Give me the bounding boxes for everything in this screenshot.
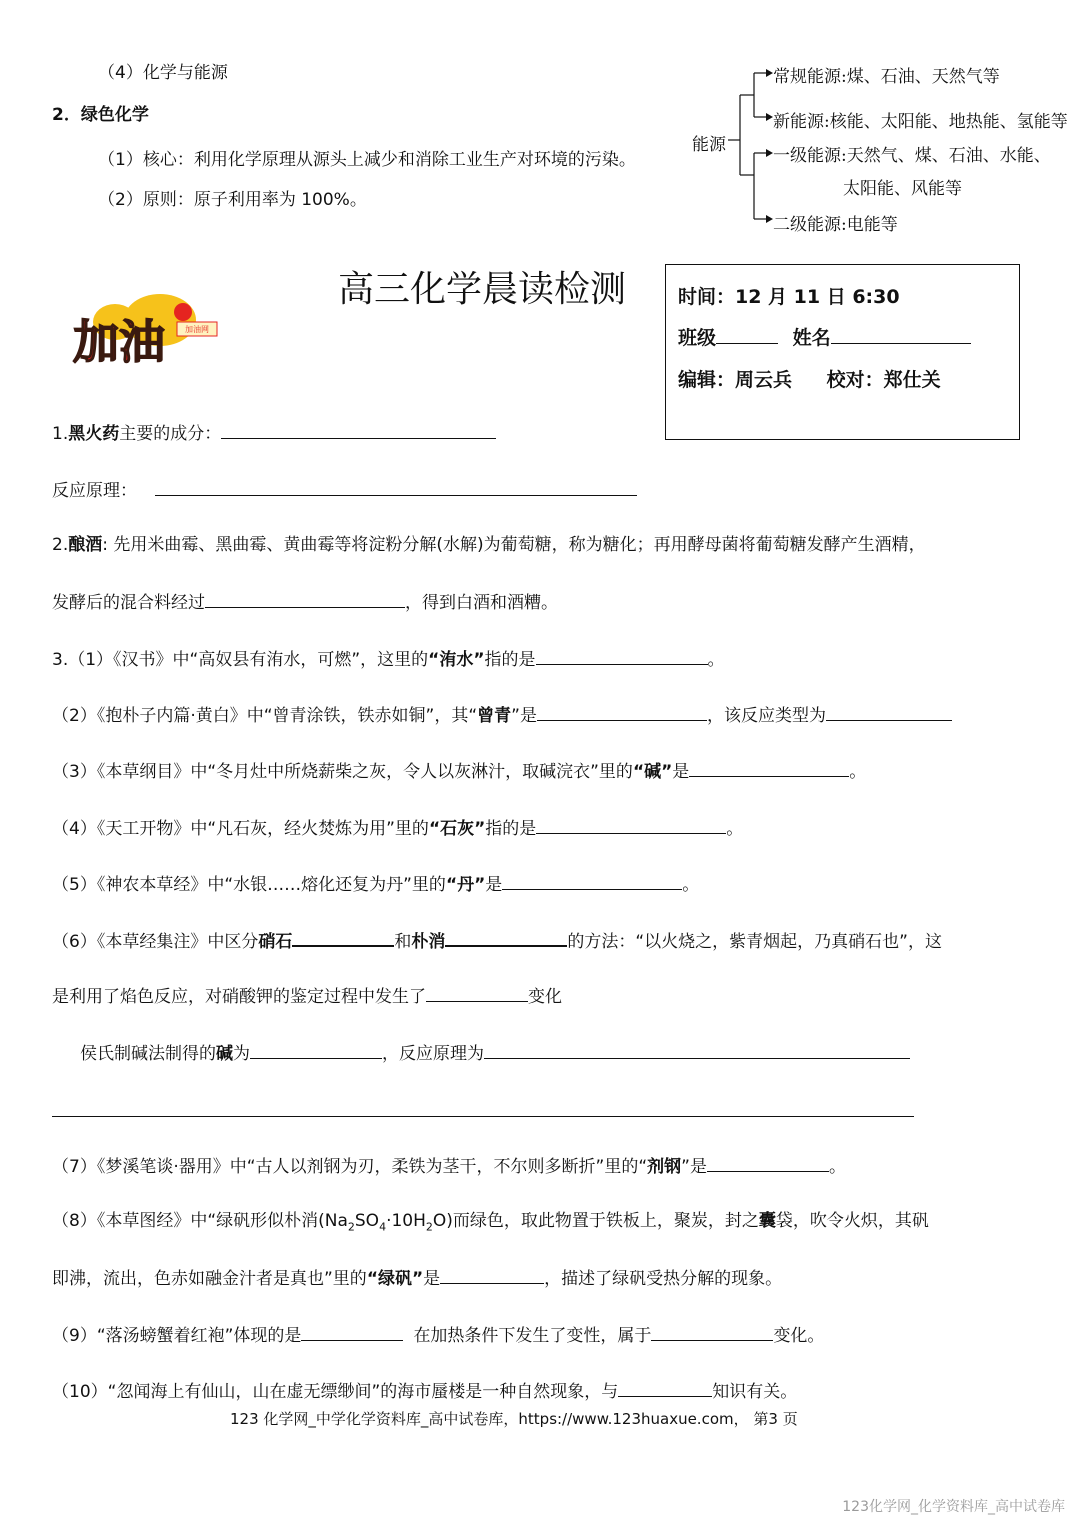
editor-row	[678, 365, 941, 392]
q3-3-blank[interactable]	[689, 760, 849, 777]
q1-blank[interactable]	[221, 422, 496, 439]
q3-9-blank-b[interactable]	[651, 1324, 773, 1341]
q1-principle-blank[interactable]	[155, 479, 637, 496]
q3-6-blank-b[interactable]	[445, 929, 567, 947]
green-chemistry-core: （1）核心：利用化学原理从源头上减少和消除工业生产对环境的污染。	[98, 150, 636, 170]
name-blank[interactable]	[831, 327, 971, 344]
name-label: 姓名	[792, 327, 831, 349]
q3-6-blank-a[interactable]	[292, 929, 394, 947]
energy-item-heading: （4）化学与能源	[98, 63, 228, 83]
proofreader-label: 校对：郑仕关	[826, 369, 941, 391]
q3-7-blank[interactable]	[707, 1155, 829, 1172]
jiayou-logo	[65, 292, 220, 370]
question-3-3: （3）《本草纲目》中“冬月灶中所烧薪柴之灰，令人以灰淋汁，取碱浣衣”里的“碱”是 。	[52, 762, 867, 782]
question-3-6-continued: 是利用了焰色反应，对硝酸钾的鉴定过程中发生了 变化	[52, 987, 562, 1007]
question-3-9: （9）“落汤螃蟹着红袍”体现的是 在加热条件下发生了变性，属于 变化。	[52, 1326, 825, 1346]
conventional-energy: 常规能源:煤、石油、天然气等	[773, 67, 1000, 87]
test-time: 时间：12 月 11 日 6:30	[678, 286, 900, 308]
green-chemistry-principle: （2）原则：原子利用率为 100%。	[98, 190, 367, 210]
q3-8-blank[interactable]	[440, 1267, 544, 1284]
class-blank[interactable]	[716, 327, 778, 344]
q3-4-blank[interactable]	[536, 817, 726, 834]
page-title: 高三化学晨读检测	[338, 269, 627, 310]
q3-5-blank[interactable]	[502, 873, 682, 890]
q2-blank[interactable]	[205, 591, 405, 608]
question-1-principle: 反应原理：	[52, 479, 637, 501]
question-2-continued: 发酵后的混合料经过 ，得到白酒和酒糟。	[52, 593, 558, 613]
question-2: 2.酿酒: 先用米曲霉、黑曲霉、黄曲霉等将淀粉分解(水解)为葡萄糖，称为糖化；再用酵母菌将葡萄糖发酵产生酒精，	[52, 535, 926, 555]
page-footer: 123 化学网_中学化学资料库_高中试卷库，https://www.123huaxue.com， 第3 页	[230, 1410, 798, 1428]
question-3-10: （10）“忽闻海上有仙山，山在虚无缥缈间”的海市蜃楼是一种自然现象，与 知识有关。	[52, 1382, 798, 1402]
q3-6-alkali-blank[interactable]	[250, 1042, 382, 1059]
question-3-6-hou: 侯氏制碱法制得的碱为 ，反应原理为	[80, 1042, 910, 1064]
class-label: 班级	[678, 327, 717, 349]
question-3-6: （6）《本草经集注》中区分硝石 和朴消 的方法：“以火烧之，紫青烟起，乃真硝石也”，这	[52, 929, 942, 952]
energy-root-label: 能源	[692, 135, 726, 155]
q3-10-blank[interactable]	[618, 1380, 712, 1397]
q3-6-principle-blank[interactable]	[484, 1042, 910, 1059]
q3-1-blank[interactable]	[536, 648, 708, 665]
question-3-4: （4）《天工开物》中“凡石灰，经火焚炼为用”里的“石灰”指的是 。	[52, 819, 744, 839]
watermark: 123化学网_化学资料库_高中试卷库	[842, 1499, 1065, 1515]
class-name-row	[678, 323, 971, 350]
q3-2-blank-b[interactable]	[826, 704, 952, 721]
q3-9-blank-a[interactable]	[301, 1324, 403, 1341]
q3-6-change-blank[interactable]	[426, 985, 528, 1002]
question-3-5: （5）《神农本草经》中“水银……熔化还复为丹”里的“丹”是 。	[52, 875, 700, 895]
question-3-8: （8）《本草图经》中“绿矾形似朴消$(Na_2SO_4\cdot 10H_2O)$而绿色，取此物置于铁板上，聚炭，封之囊袋，吹令火炽，其矾	[52, 1211, 929, 1234]
green-chemistry-heading: 2．绿色化学	[52, 105, 149, 125]
q3-2-blank-a[interactable]	[537, 704, 707, 721]
question-3-8-continued: 即沸，流出，色赤如融金汁者是真也”里的“绿矾”是 ，描述了绿矾受热分解的现象。	[52, 1269, 783, 1289]
question-3-1: 3.（1）《汉书》中“高奴县有洧水，可燃”，这里的“洧水”指的是 。	[52, 650, 725, 670]
question-3-7: （7）《梦溪笔谈·器用》中“古人以剂钢为刃，柔铁为茎干，不尔则多断折”里的“剂钢”是 。	[52, 1157, 846, 1177]
svg-text:加油网: 加油网	[185, 325, 209, 334]
question-1: 1.黑火药主要的成分：	[52, 422, 496, 444]
new-energy: 新能源:核能、太阳能、地热能、氢能等	[773, 112, 1068, 132]
editor-label: 编辑：周云兵	[678, 369, 793, 391]
secondary-energy: 二级能源:电能等	[773, 215, 898, 235]
question-3-2: （2）《抱朴子内篇·黄白》中“曾青涂铁，铁赤如铜”，其“曾青”是 ，该反应类型为	[52, 704, 952, 726]
svg-text:加油: 加油	[73, 315, 165, 369]
q3-6-principle-blank-line2[interactable]	[52, 1100, 914, 1117]
primary-energy-continued: 太阳能、风能等	[843, 179, 962, 199]
primary-energy: 一级能源:天然气、煤、石油、水能、	[773, 146, 1051, 166]
